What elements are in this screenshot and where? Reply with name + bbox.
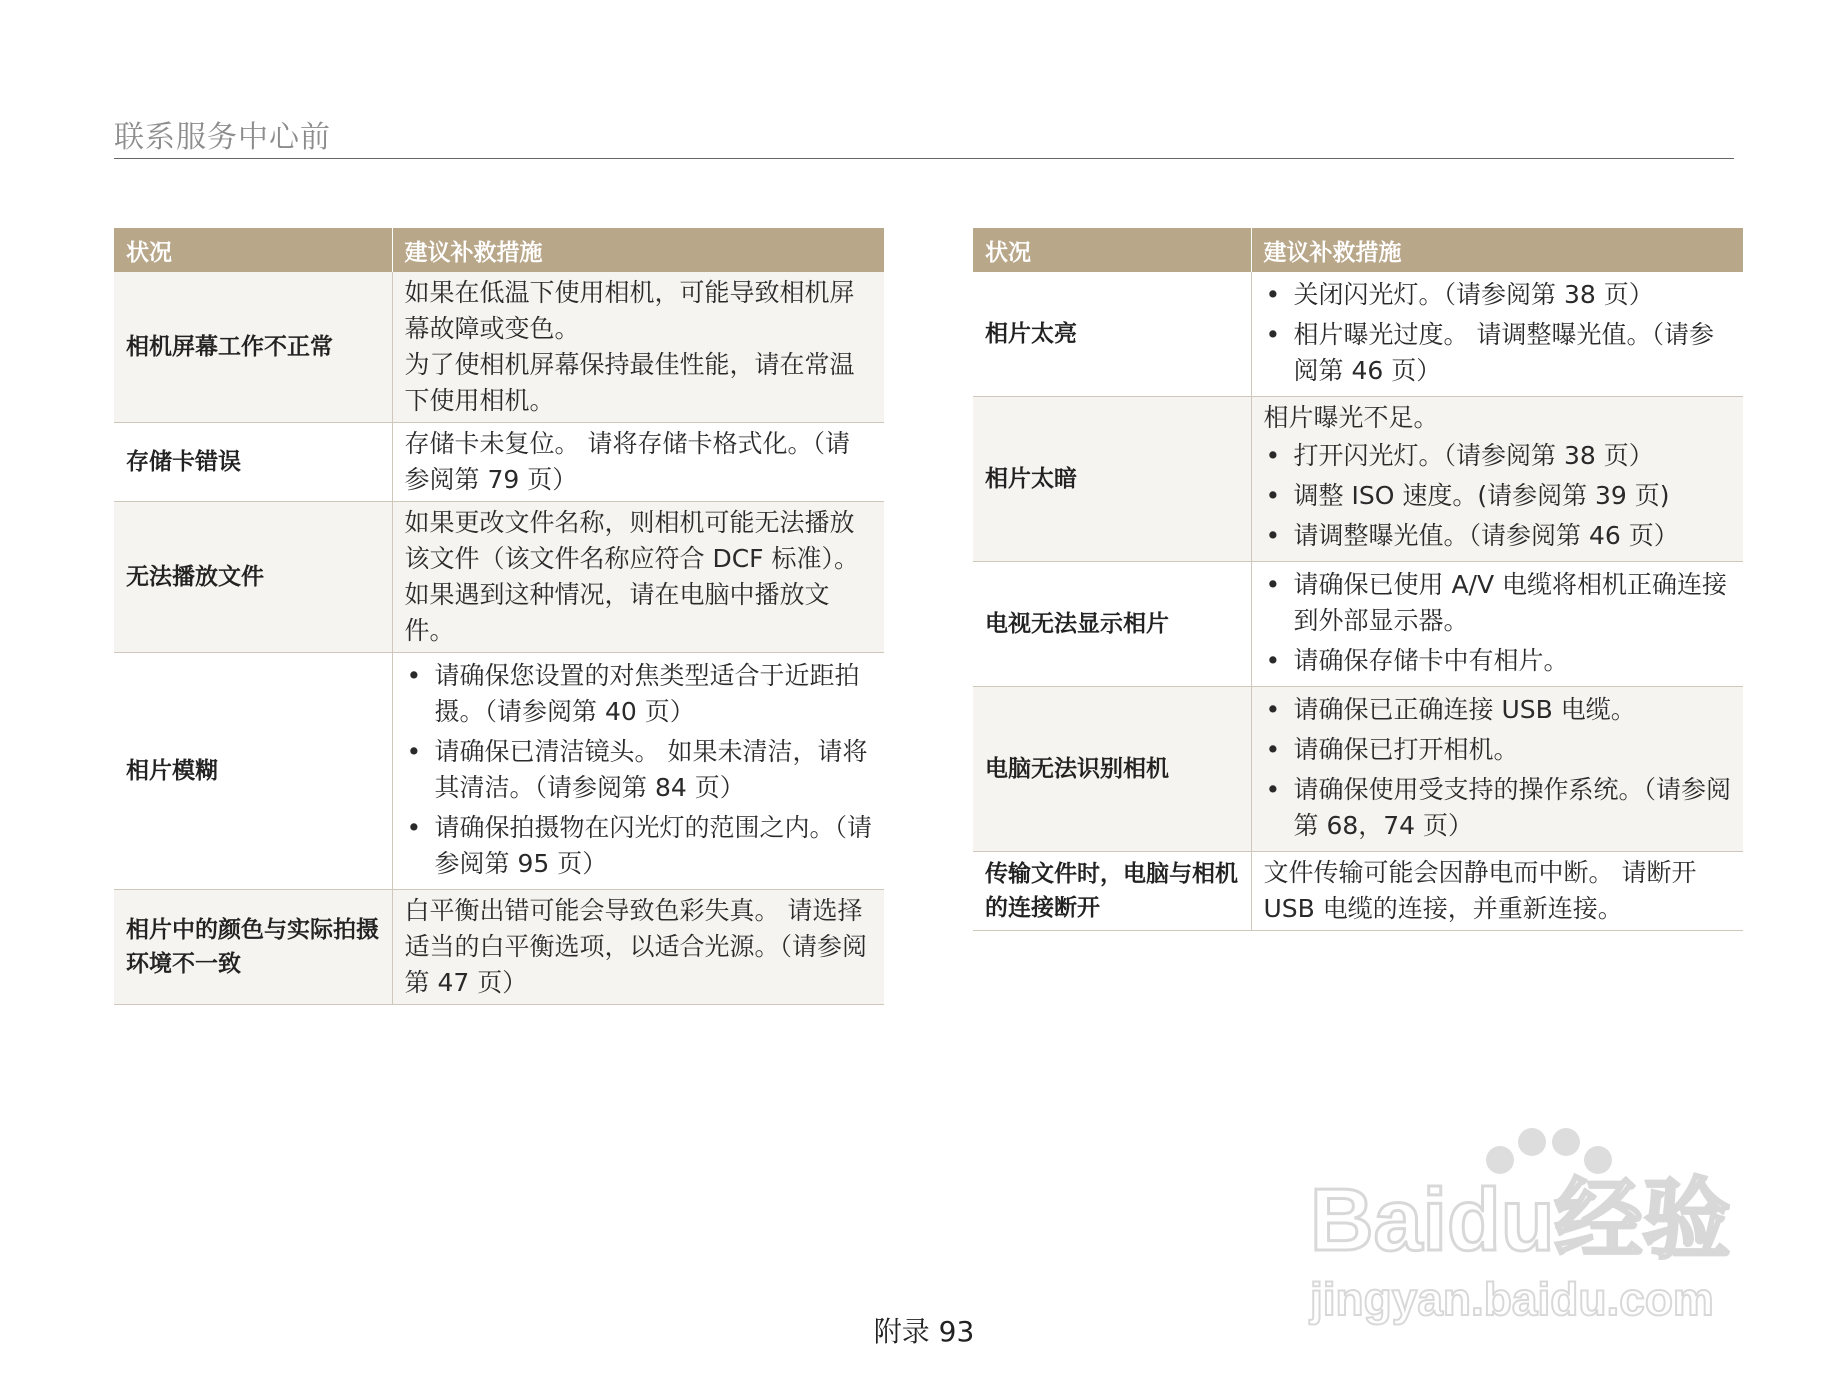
bullet-item: [1264, 692, 1732, 728]
bullet-item: [405, 810, 873, 882]
bullet-text: 请调整曝光值。（请参阅第 46 页）: [1293, 521, 1679, 550]
table-row: [973, 272, 1743, 397]
solution-cell: [392, 423, 884, 502]
table-header-row: [973, 228, 1743, 272]
solution-text: 如果更改文件名称，则相机可能无法播放该文件（该文件名称应符合 DCF 标准）。 如果遇到这种情况，请在电脑中播放文件。: [404, 508, 859, 645]
table-row: [114, 502, 884, 653]
table-row: [973, 852, 1743, 931]
solution-text: 白平衡出错可能会导致色彩失真。 请选择适当的白平衡选项，以适合光源。（请参阅第 47 页）: [404, 896, 868, 997]
bullet-item: [1264, 518, 1732, 554]
bullet-text: 调整 ISO 速度。(请参阅第 39 页): [1293, 481, 1670, 510]
condition-cell: 电脑无法识别相机: [973, 687, 1251, 852]
condition-cell: 相片模糊: [114, 653, 392, 890]
bullet-dot-icon: •: [406, 661, 422, 690]
bullet-text: 请确保您设置的对焦类型适合于近距拍摄。（请参阅第 40 页）: [434, 661, 860, 726]
solution-text: 存储卡未复位。 请将存储卡格式化。（请参阅第 79 页）: [404, 429, 850, 494]
solution-cell: [392, 653, 884, 890]
troubleshooting-table-left: [114, 228, 884, 1005]
condition-cell: 相片太亮: [973, 272, 1251, 397]
bullet-item: [405, 658, 873, 730]
condition-cell: 存储卡错误: [114, 423, 392, 502]
bullet-text: 关闭闪光灯。（请参阅第 38 页）: [1293, 280, 1654, 309]
solution-cell: [1251, 272, 1743, 397]
bullet-text: 请确保存储卡中有相片。: [1293, 646, 1569, 675]
solution-cell: [1251, 687, 1743, 852]
bullet-item: [1264, 438, 1732, 474]
bullet-dot-icon: •: [406, 737, 422, 766]
bullet-dot-icon: •: [1265, 646, 1281, 675]
bullet-item: [405, 734, 873, 806]
bullet-text: 相片曝光过度。 请调整曝光值。（请参阅第 46 页）: [1293, 320, 1714, 385]
condition-cell: 相机屏幕工作不正常: [114, 272, 392, 423]
baidu-jingyan-watermark: [1300, 1120, 1760, 1340]
condition-cell: 相片太暗: [973, 397, 1251, 562]
bullet-item: [1264, 478, 1732, 514]
solution-text: 文件传输可能会因静电而中断。 请断开 USB 电缆的连接，并重新连接。: [1263, 858, 1697, 923]
bullet-text: 请确保已打开相机。: [1293, 735, 1519, 764]
solution-text: 相片曝光不足。: [1263, 403, 1439, 432]
page-number-label: 附录 93: [873, 1315, 975, 1348]
solution-text: 为了使相机屏幕保持最佳性能，请在常温下使用相机。: [404, 350, 855, 415]
bullet-dot-icon: •: [1265, 441, 1281, 470]
bullet-text: 请确保已正确连接 USB 电缆。: [1293, 695, 1636, 724]
bullet-dot-icon: •: [1265, 481, 1281, 510]
solution-cell: [1251, 852, 1743, 931]
bullet-item: [1264, 772, 1732, 844]
column-header-solution: 建议补救措施: [1251, 228, 1743, 272]
column-header-condition: 状况: [114, 228, 392, 272]
bullet-dot-icon: •: [1265, 521, 1281, 550]
bullet-dot-icon: •: [1265, 280, 1281, 309]
bullet-item: [1264, 277, 1732, 313]
bullet-item: [1264, 567, 1732, 639]
table-row: [114, 653, 884, 890]
column-header-solution: 建议补救措施: [392, 228, 884, 272]
table-row: [973, 397, 1743, 562]
bullet-text: 请确保使用受支持的操作系统。（请参阅第 68，74 页）: [1293, 775, 1732, 840]
page-header: [114, 112, 1734, 159]
bullet-dot-icon: •: [1265, 735, 1281, 764]
watermark-logo-text: Baidu经验: [1310, 1170, 1731, 1269]
condition-cell: 电视无法显示相片: [973, 562, 1251, 687]
bullet-dot-icon: •: [406, 813, 422, 842]
bullet-text: 打开闪光灯。（请参阅第 38 页）: [1293, 441, 1654, 470]
condition-cell: 传输文件时，电脑与相机的连接断开: [973, 852, 1251, 931]
table-row: [973, 562, 1743, 687]
table-header-row: [114, 228, 884, 272]
troubleshooting-table-right: [973, 228, 1743, 931]
column-header-condition: 状况: [973, 228, 1251, 272]
table-row: [114, 272, 884, 423]
table-row: [114, 423, 884, 502]
solution-cell: [392, 502, 884, 653]
bullet-item: [1264, 643, 1732, 679]
condition-cell: 无法播放文件: [114, 502, 392, 653]
table-row: [973, 687, 1743, 852]
bullet-item: [1264, 317, 1732, 389]
bullet-text: 请确保拍摄物在闪光灯的范围之内。（请参阅第 95 页）: [434, 813, 873, 878]
bullet-text: 请确保已清洁镜头。 如果未清洁，请将其清洁。（请参阅第 84 页）: [434, 737, 868, 802]
watermark-url-text: jingyan.baidu.com: [1310, 1273, 1714, 1325]
paw-icon: [1486, 1128, 1612, 1174]
bullet-text: 请确保已使用 A/V 电缆将相机正确连接到外部显示器。: [1293, 570, 1728, 635]
bullet-item: [1264, 732, 1732, 768]
bullet-dot-icon: •: [1265, 320, 1281, 349]
table-row: [114, 890, 884, 1005]
bullet-dot-icon: •: [1265, 775, 1281, 804]
solution-text: 如果在低温下使用相机，可能导致相机屏幕故障或变色。: [404, 278, 855, 343]
bullet-dot-icon: •: [1265, 695, 1281, 724]
condition-cell: 相片中的颜色与实际拍摄环境不一致: [114, 890, 392, 1005]
solution-cell: [392, 272, 884, 423]
solution-cell: [392, 890, 884, 1005]
solution-cell: [1251, 397, 1743, 562]
solution-cell: [1251, 562, 1743, 687]
page-title: 联系服务中心前: [114, 120, 331, 155]
bullet-dot-icon: •: [1265, 570, 1281, 599]
